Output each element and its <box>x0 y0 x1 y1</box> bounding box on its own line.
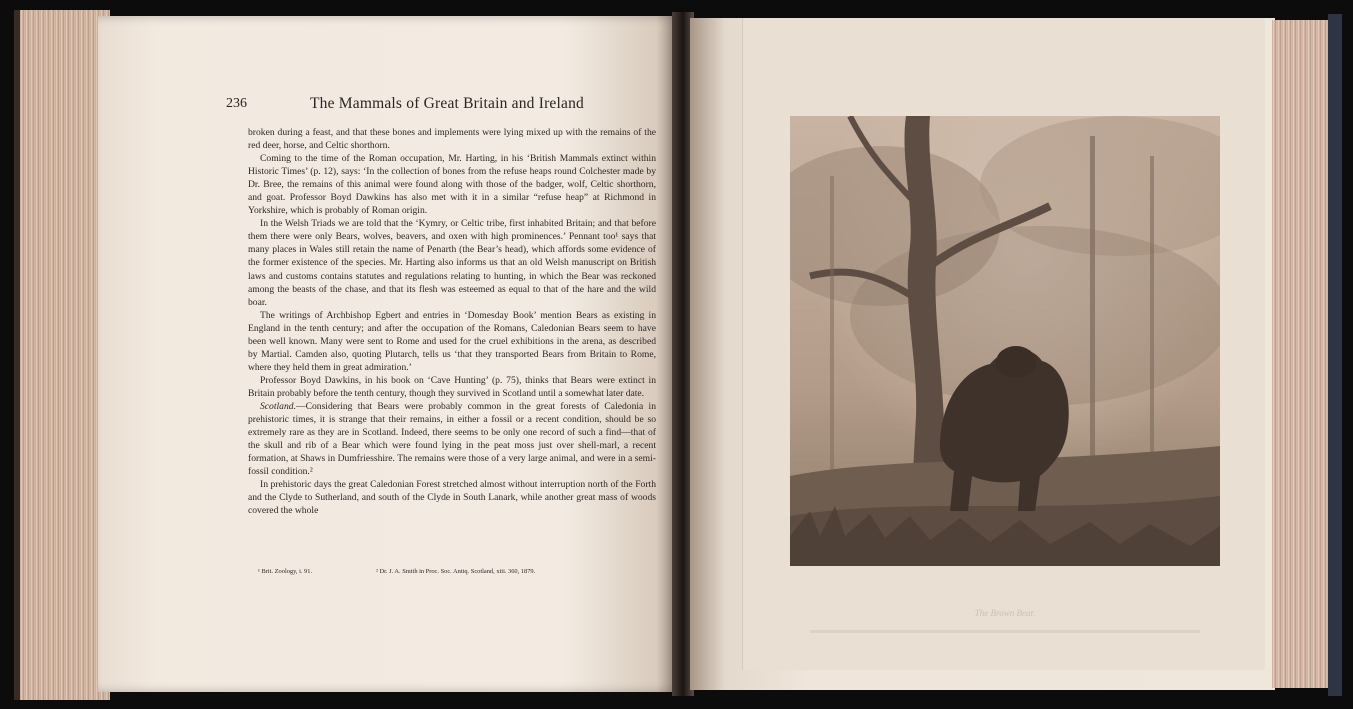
paragraph: broken during a feast, and that these bones and implements were lying mixed up with the remains of the red deer, horse, and Celtic shorthorn. <box>248 127 656 152</box>
body-text <box>248 126 656 517</box>
running-title: The Mammals of Great Britain and Ireland <box>310 95 584 112</box>
page-number: 236 <box>226 96 247 111</box>
plate-caption: The Brown Bear. <box>974 608 1036 618</box>
forest-bear-image <box>790 116 1220 566</box>
paragraph: Professor Boyd Dawkins, in his book on ‘Cave Hunting’ (p. 75), thinks that Bears were extinct in Britain probably before the tenth century, though they survived in Scotland until a somewhat later date. <box>248 374 656 399</box>
bear-plate-illustration <box>790 116 1220 566</box>
paragraph-scotland-text: —Considering that Bears were probably common in the great forests of Caledonia in prehistoric times, it is strange that their remains, in either a fossil or a recent condition, should be so extremely rare as they are in Scotland. Indeed, there seems to be only one record of such a find—that of the skull and rib of a Bear which were found lying in the peat moss just over shell-marl, a recent formation, at Shaws in Dumfriesshire. The remains were those of a very large animal, and were in a semi-fossil condition.² <box>248 400 656 478</box>
book-cover-edge <box>1328 14 1342 696</box>
caption-credit-line <box>810 630 1200 633</box>
page-header <box>226 96 656 118</box>
section-label-scotland: Scotland. <box>260 400 296 412</box>
paragraph-scotland <box>248 400 656 478</box>
paragraph: In the Welsh Triads we are told that the ‘Kymry, or Celtic tribe, first inhabited Britain; and that before them there were only Bears, wolves, beavers, and oxen with high prominences.’ Pennant too¹ says that many places in Wales still retain the name of Penarth (the Bear’s head), which affords some evidence of the former existence of the species. Mr. Harting also informs us that an old Welsh manuscript on British laws and customs contains statutes and regulations relating to hunting, in which the Bear was reckoned among the beasts of the chase, and that its flesh was esteemed as equal to that of the hare and the wild boar. <box>248 218 656 308</box>
paragraph: The writings of Archbishop Egbert and entries in ‘Domesday Book’ mention Bears as existing in England in the tenth century; and after the occupation of the Romans, Caledonian Bears seem to have been well known. Many were sent to Rome and used for the cruel exhibitions in the arena, as described by Martial. Camden also, quoting Plutarch, tells us ‘that they transported Bears from Britain to Rome, where they held them in great admiration.’ <box>248 309 656 373</box>
paragraph: Coming to the time of the Roman occupation, Mr. Harting, in his ‘British Mammals extinct within Historic Times’ (p. 12), says: ‘In the collection of bones from the refuse heaps round Colchester made by Dr. Bree, the remains of this animal were found along with those of the badger, wolf, Celtic shorthorn, and goat. Professor Boyd Dawkins has also met with it in a similar “refuse heap” at Richmond in Yorkshire, which is probably of Roman origin. <box>248 153 656 217</box>
footnote-1: ¹ Brit. Zoology, i. 91. <box>258 568 313 575</box>
paragraph: In prehistoric days the great Caledonian Forest stretched almost without interruption north of the Forth and the Clyde to Sutherland, and south of the Clyde in South Lanark, while another great mass of woods covered the whole <box>248 479 656 517</box>
footnote-2: ² Dr. J. A. Smith in Proc. Soc. Antiq. Scotland, xiii. 360, 1879. <box>376 568 536 575</box>
left-page-edges <box>14 10 110 700</box>
